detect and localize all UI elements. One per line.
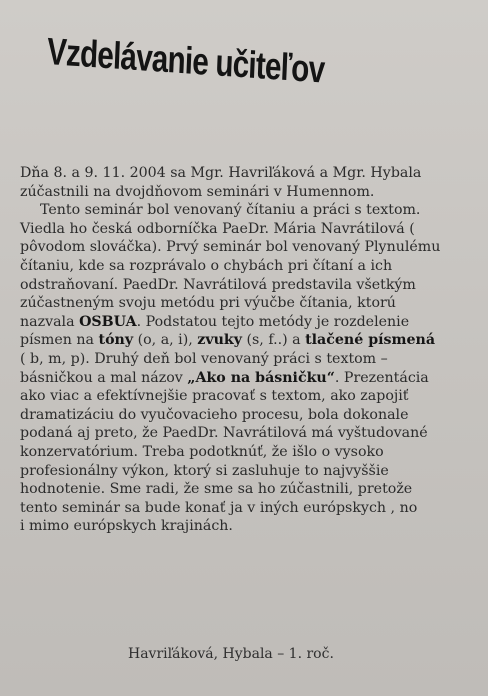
text-segment: . Prezentácia [334,369,429,386]
article-body [20,164,460,536]
bold-term: „Ako na básničku“ [187,369,335,386]
text-line [20,331,460,350]
text-segment: (s, f..) a [241,332,306,349]
text-line [20,369,460,388]
bold-term: tlačené písmená [305,332,436,349]
text-line: Tento seminár bol venovaný čítaniu a práci s textom. [40,202,421,219]
text-line: konzervatórium. Treba podotknúť, že išlo o vysoko [20,443,384,460]
text-segment: písmen na [20,332,99,349]
text-line: podaná aj preto, že PaedDr. Navrátilová má vyštudované [20,425,428,442]
text-line: zúčastneným svoju metódu pri výučbe čítania, ktorú [20,295,396,312]
text-segment: nazvala [20,313,80,330]
author-signature: Havriľáková, Hybala – 1. roč. [128,646,334,662]
text-segment: . Podstatou tejto metódy je rozdelenie [136,313,410,330]
method-name: OSBUA [79,313,137,330]
text-segment: básničkou a mal názov [20,369,188,386]
text-line: ( b, m, p). Druhý deň bol venovaný práci s textom – [20,350,388,367]
text-line: Dňa 8. a 9. 11. 2004 sa Mgr. Havriľáková a Mgr. Hybala [20,165,422,181]
text-line: odstraňovaní. PaedDr. Navrátilová predstavila všetkým [20,276,416,293]
text-line: Viedla ho česká odborníčka PaeDr. Mária Navrátilová ( [20,220,415,237]
text-line: dramatizáciu do vyučovacieho procesu, bola dokonale [20,406,409,423]
text-line: profesionálny výkon, ktorý si zasluhuje to najvyššie [20,462,389,479]
text-line: čítaniu, kde sa rozprávalo o chybách pri čítaní a ich [20,257,393,274]
text-line: i mimo európskych krajinách. [20,518,233,535]
text-line: zúčastnili na dvojdňovom seminári v Humennom. [20,183,375,200]
text-line: hodnotenie. Sme radi, že sme sa ho zúčastnili, pretože [20,481,413,498]
text-line: pôvodom slováčka). Prvý seminár bol venovaný Plynulému [20,239,441,256]
text-line: ako viac a efektívnejšie pracovať s textom, ako zapojiť [20,388,409,405]
text-line: tento seminár sa bude konať ja v iných európskych , no [20,499,418,516]
bold-term: tóny [98,332,134,349]
text-segment: (o, a, i), [133,332,198,349]
page-title: Vzdelávanie učiteľov [46,30,326,92]
text-line [20,313,460,332]
bold-term: zvuky [197,332,242,349]
